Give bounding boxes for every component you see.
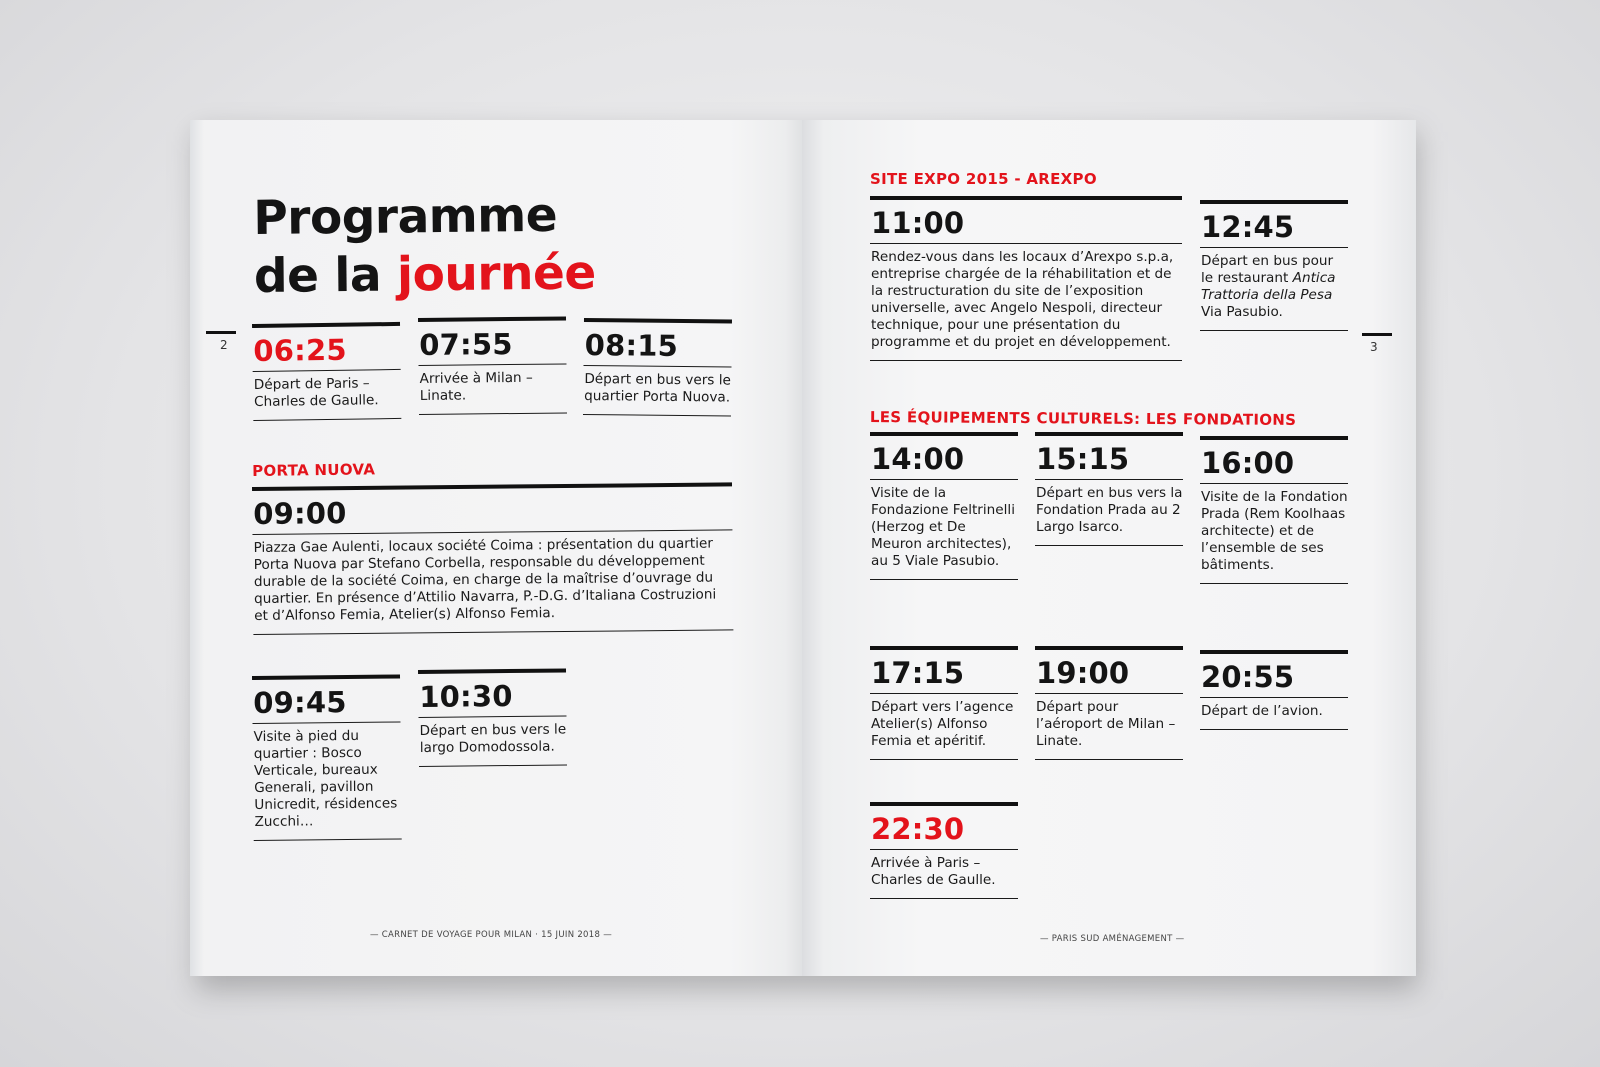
- schedule-item-0900: [252, 482, 733, 635]
- item-description: Départ en bus vers le largo Domodossola.: [419, 721, 567, 756]
- footer-right: — PARIS SUD AMÉNAGEMENT —: [1040, 934, 1185, 944]
- time-label: 12:45: [1201, 210, 1295, 244]
- schedule-item-1245: [1200, 200, 1348, 331]
- desc-suffix: Via Pasubio.: [1201, 304, 1283, 320]
- item-description: Départ en bus vers la Fondation Prada au 2 Largo Isarco.: [1036, 485, 1183, 535]
- item-description: Visite à pied du quartier : Bosco Verticale, bureaux Generali, pavillon Unicredit, résidences Zucchi…: [253, 727, 398, 830]
- footer-left: — CARNET DE VOYAGE POUR MILAN · 15 JUIN 2018 —: [370, 930, 612, 940]
- page-title: [253, 186, 596, 306]
- item-description: Départ de l’avion.: [1201, 703, 1323, 719]
- schedule-item-1400: [870, 432, 1018, 580]
- title-line2-prefix: de la: [253, 247, 382, 304]
- time-label: 15:15: [1036, 442, 1130, 476]
- schedule-item-1715: [870, 646, 1018, 760]
- schedule-item-0815: [583, 318, 732, 417]
- section-title-porta-nuova: PORTA NUOVA: [252, 460, 376, 480]
- schedule-item-1030: [418, 668, 567, 767]
- schedule-item-1515: [1035, 432, 1183, 546]
- item-description: Départ de Paris – Charles de Gaulle.: [253, 375, 379, 410]
- time-label: 09:45: [253, 685, 347, 720]
- item-description: Départ pour l’aéroport de Milan – Linate.: [1036, 699, 1176, 749]
- time-label: 20:55: [1201, 660, 1295, 694]
- page-number-left: 2: [220, 338, 228, 352]
- restaurant-name: Antica Trattoria della Pesa: [1201, 270, 1336, 303]
- item-description: [1201, 253, 1348, 321]
- schedule-item-0755: [418, 316, 567, 415]
- item-description: Départ en bus vers le quartier Porta Nuova.: [584, 371, 731, 406]
- item-description: Arrivée à Paris – Charles de Gaulle.: [871, 855, 996, 888]
- page-number-right: 3: [1370, 340, 1378, 354]
- item-description: Départ vers l’agence Atelier(s) Alfonso Femia et apéritif.: [871, 699, 1014, 749]
- time-label: 17:15: [871, 656, 965, 690]
- schedule-item-0945: [252, 674, 402, 841]
- time-label: 14:00: [871, 442, 965, 476]
- time-label: 06:25: [253, 332, 347, 368]
- time-label: 09:00: [253, 496, 347, 531]
- schedule-item-1600: [1200, 436, 1348, 584]
- item-description: Visite de la Fondation Prada (Rem Koolhaas architecte) et de l’ensemble de ses bâtiments.: [1201, 489, 1348, 573]
- item-description: Piazza Gae Aulenti, locaux société Coima : présentation du quartier Porta Nuova par Stefano Corbella, responsable du développement durable de la société Coima, en charge de la maîtrise d’ouvrage du quartier. En présence d’Attilio Navarra, P.-D.G. d’Italiana Costruzioni et d’Alfonso Femia, Atelier(s) Alfonso Femia.: [253, 535, 717, 624]
- time-label: 08:15: [584, 328, 679, 363]
- schedule-item-1900: [1035, 646, 1183, 760]
- page-marker-left: [206, 331, 236, 334]
- title-line1: Programme: [253, 187, 558, 246]
- time-label: 16:00: [1201, 446, 1295, 480]
- time-label: 19:00: [1036, 656, 1130, 690]
- item-description: Rendez-vous dans les locaux d’Arexpo s.p.a, entreprise chargée de la réhabilitation et de la restructuration du site de l’exposition universelle, avec Angelo Nespoli, directeur technique, pour une présentation du programme et du projet en développement.: [871, 249, 1174, 350]
- schedule-item-1100: [870, 196, 1182, 361]
- item-description: Arrivée à Milan – Linate.: [419, 369, 533, 404]
- time-label: 07:55: [419, 327, 513, 362]
- time-label: 10:30: [419, 679, 513, 714]
- schedule-item-2230: [870, 802, 1018, 899]
- section-title-arexpo: SITE EXPO 2015 - AREXPO: [870, 170, 1097, 188]
- schedule-item-2055: [1200, 650, 1348, 730]
- page-marker-right: [1362, 333, 1392, 336]
- desc-prefix: Départ en bus pour le restaurant: [1201, 253, 1334, 286]
- schedule-item-0625: [252, 322, 401, 421]
- item-description: Visite de la Fondazione Feltrinelli (Herzog et De Meuron architectes), au 5 Viale Pasubio.: [871, 485, 1015, 569]
- section-title-fondations: LES ÉQUIPEMENTS CULTURELS: LES FONDATIONS: [869, 408, 1297, 429]
- time-label: 11:00: [871, 206, 965, 240]
- time-label: 22:30: [871, 812, 965, 846]
- title-line2-highlight: journée: [396, 245, 597, 303]
